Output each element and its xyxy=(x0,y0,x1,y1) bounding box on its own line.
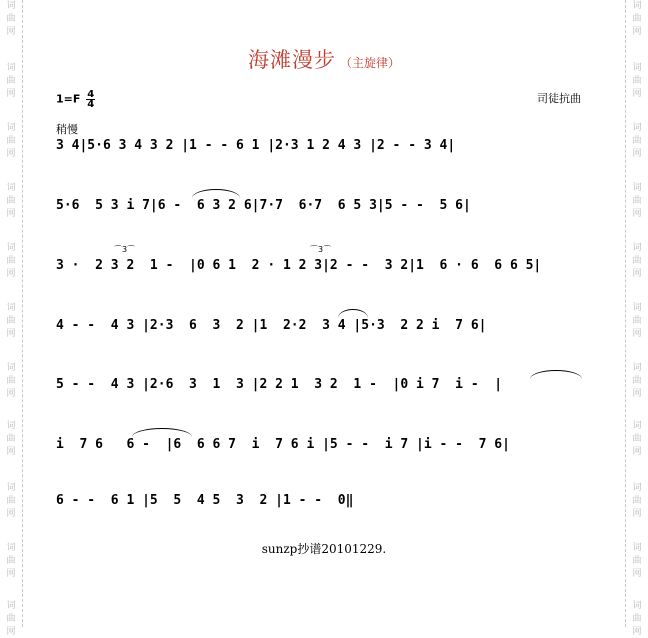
watermark-char: 词 xyxy=(6,363,16,373)
watermark-char: 曲 xyxy=(632,556,642,566)
transcriber-credit: sunzp抄谱20101229. xyxy=(261,542,387,556)
watermark-char: 曲 xyxy=(6,256,16,266)
score-line-6: i 7 6 6 - |6 6 6 7 i 7 6 i |5 - - i 7 |i - - 7 6| xyxy=(56,437,510,452)
watermark-char: 词 xyxy=(632,243,642,253)
key-signature xyxy=(56,90,95,109)
watermark-char: 曲 xyxy=(6,316,16,326)
watermark-char: 词 xyxy=(6,123,16,133)
watermark-char: 词 xyxy=(632,601,642,611)
watermark-char: 词 xyxy=(632,421,642,431)
watermark-char: 曲 xyxy=(632,614,642,624)
watermark-char: 词 xyxy=(6,483,16,493)
tie-line-5 xyxy=(530,370,582,379)
watermark-char: 网 xyxy=(632,447,642,457)
watermark-char: 词 xyxy=(632,543,642,553)
watermark-char: 词 xyxy=(6,63,16,73)
score-line-3: 3 · 2 3 2 1 - |0 6 1 2 · 1 2 3|2 - - 3 2|1 6 · 6 6 6 5| xyxy=(56,258,542,273)
score-line-4: 4 - - 4 3 |2·3 6 3 2 |1 2·2 3 4 |5·3 2 2 i 7 6| xyxy=(56,318,487,333)
watermark-char: 网 xyxy=(632,569,642,579)
watermark-char: 网 xyxy=(632,89,642,99)
page-subtitle: （主旋律） xyxy=(339,56,400,70)
key-label: 1=F xyxy=(56,92,81,106)
watermark-char: 词 xyxy=(6,601,16,611)
watermark-char: 词 xyxy=(632,363,642,373)
score-line-7: 6 - - 6 1 |5 5 4 5 3 2 |1 - - 0‖ xyxy=(56,493,354,508)
watermark-char: 网 xyxy=(6,329,16,339)
watermark-char: 网 xyxy=(6,149,16,159)
watermark-char: 网 xyxy=(632,269,642,279)
watermark-char: 词 xyxy=(632,63,642,73)
watermark-char: 曲 xyxy=(6,196,16,206)
watermark-char: 曲 xyxy=(632,316,642,326)
watermark-char: 词 xyxy=(632,183,642,193)
watermark-char: 曲 xyxy=(6,496,16,506)
title-block xyxy=(0,44,648,74)
watermark-char: 网 xyxy=(632,509,642,519)
time-signature xyxy=(86,90,95,109)
triplet-mark: ⌒3⌒ xyxy=(114,245,136,254)
watermark-char: 网 xyxy=(632,27,642,37)
watermark-char: 词 xyxy=(6,243,16,253)
watermark-char: 词 xyxy=(6,421,16,431)
watermark-char: 词 xyxy=(632,1,642,11)
watermark-char: 曲 xyxy=(632,14,642,24)
watermark-char: 曲 xyxy=(6,614,16,624)
watermark-char: 曲 xyxy=(632,76,642,86)
watermark-char: 网 xyxy=(6,209,16,219)
time-signature-numerator: 4 xyxy=(87,89,95,100)
watermark-char: 词 xyxy=(6,543,16,553)
watermark-char: 网 xyxy=(632,149,642,159)
watermark-char: 网 xyxy=(6,569,16,579)
score-line-2: 5·6 5 3 i 7|6 - 6 3 2 6|7·7 6·7 6 5 3|5 - - 5 6| xyxy=(56,198,471,213)
watermark-char: 网 xyxy=(6,447,16,457)
tie-line-6 xyxy=(132,428,192,437)
watermark-char: 网 xyxy=(6,269,16,279)
watermark-char: 网 xyxy=(632,627,642,637)
watermark-char: 网 xyxy=(6,27,16,37)
watermark-char: 曲 xyxy=(632,376,642,386)
watermark-char: 网 xyxy=(632,329,642,339)
watermark-char: 网 xyxy=(632,389,642,399)
watermark-char: 曲 xyxy=(6,136,16,146)
tie-line-4 xyxy=(338,309,368,318)
watermark-char: 词 xyxy=(632,123,642,133)
watermark-char: 词 xyxy=(6,303,16,313)
watermark-char: 曲 xyxy=(632,256,642,266)
watermark-char: 曲 xyxy=(6,556,16,566)
watermark-char: 网 xyxy=(632,209,642,219)
watermark-char: 曲 xyxy=(632,136,642,146)
watermark-char: 词 xyxy=(6,183,16,193)
time-signature-denominator: 4 xyxy=(87,99,95,110)
watermark-char: 词 xyxy=(632,303,642,313)
watermark-char: 词 xyxy=(6,1,16,11)
watermark-char: 网 xyxy=(6,509,16,519)
score-line-5: 5 - - 4 3 |2·6 3 1 3 |2 2 1 3 2 1 - |0 i 7 i - | xyxy=(56,377,503,392)
composer-credit: 司徒抗曲 xyxy=(537,92,581,105)
tie-line-2 xyxy=(192,189,240,198)
triplet-mark: ⌒3⌒ xyxy=(310,245,332,254)
watermark-char: 曲 xyxy=(632,434,642,444)
page-title: 海滩漫步 xyxy=(247,48,336,72)
watermark-char: 曲 xyxy=(632,496,642,506)
watermark-char: 词 xyxy=(632,483,642,493)
watermark-char: 曲 xyxy=(6,14,16,24)
watermark-char: 网 xyxy=(6,389,16,399)
watermark-char: 网 xyxy=(6,627,16,637)
watermark-char: 曲 xyxy=(632,196,642,206)
tempo-marking: 稍慢 xyxy=(56,123,78,136)
watermark-char: 曲 xyxy=(6,434,16,444)
score-line-1: 3 4|5·6 3 4 3 2 |1 - - 6 1 |2·3 1 2 4 3 |2 - - 3 4| xyxy=(56,138,456,153)
watermark-char: 曲 xyxy=(6,376,16,386)
watermark-char: 曲 xyxy=(6,76,16,86)
watermark-char: 网 xyxy=(6,89,16,99)
